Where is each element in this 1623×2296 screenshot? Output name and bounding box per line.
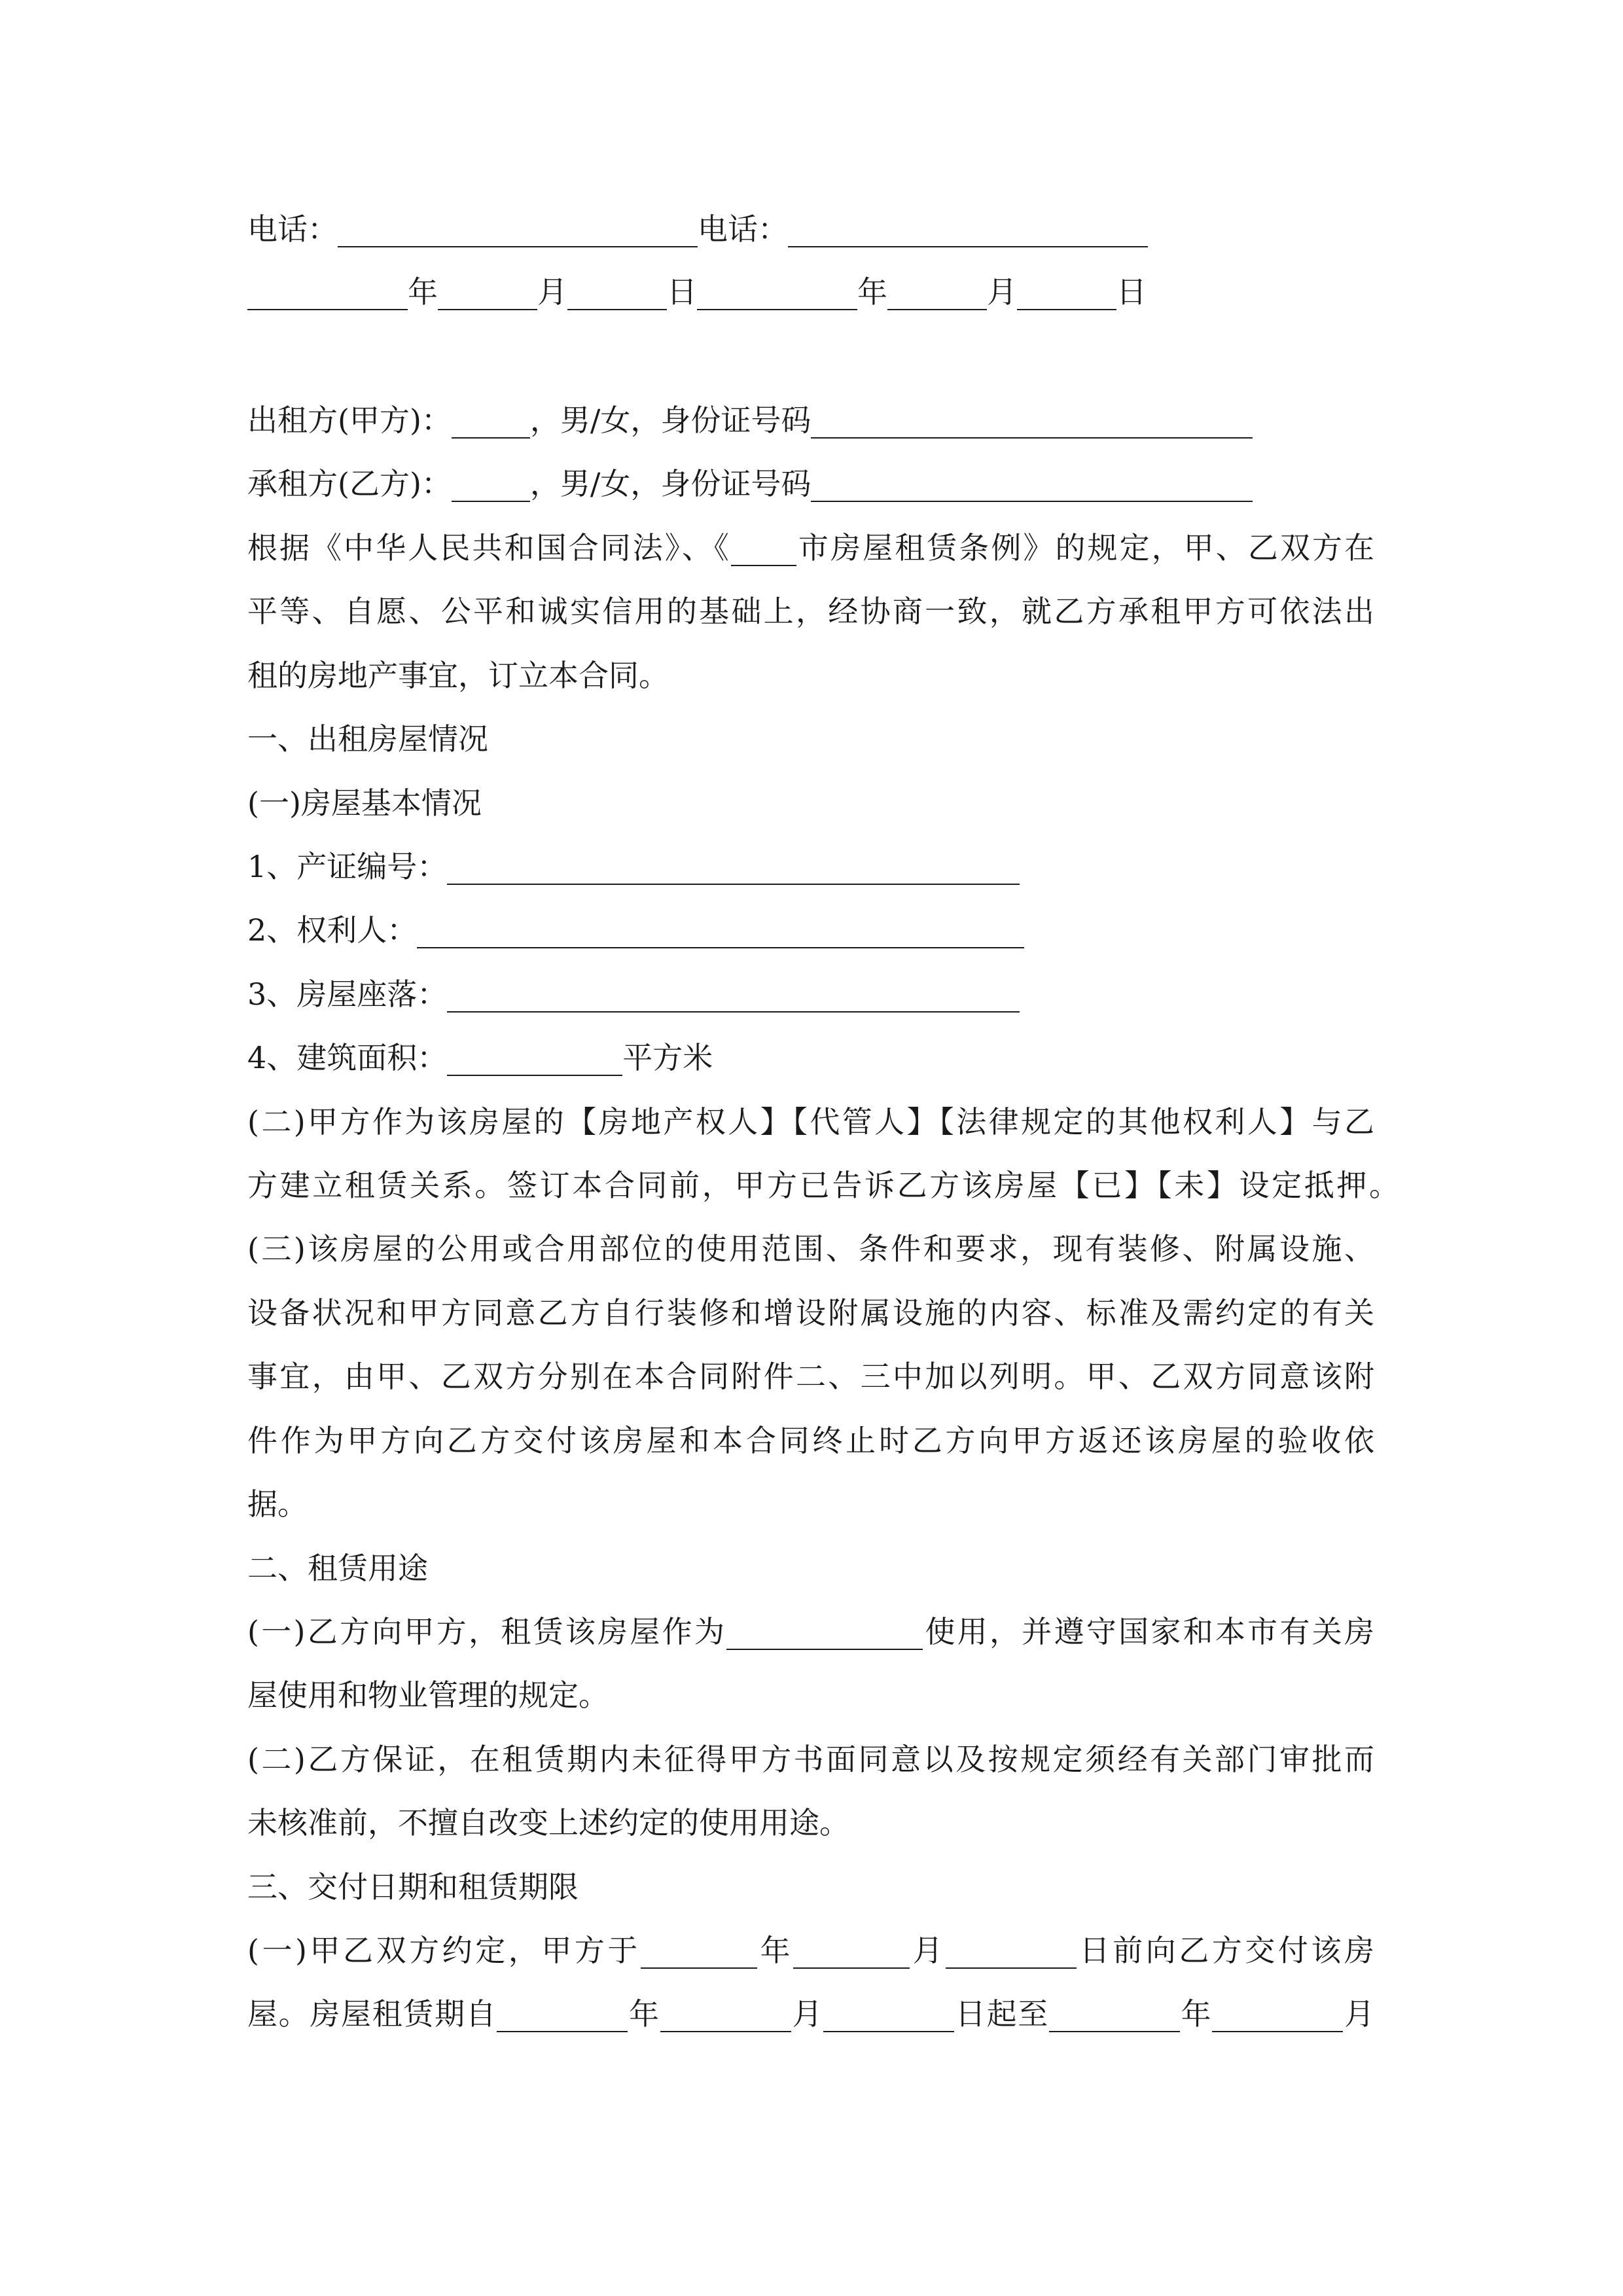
- month-label: 月: [537, 274, 567, 310]
- year-label-2: 年: [857, 274, 887, 310]
- section2-para2-line2: 未核准前，不擅自改变上述约定的使用用途。: [247, 1805, 849, 1840]
- location-blank[interactable]: [447, 981, 1020, 1013]
- section3-para1-text-a: (一)甲乙双方约定，甲方于: [247, 1933, 641, 1968]
- preamble-line-2: 平等、自愿、公平和诚实信用的基础上，经协商一致，就乙方承租甲方可依法出: [247, 594, 1374, 629]
- month-blank-lessee[interactable]: [887, 279, 987, 310]
- section2-para1-line2: 屋使用和物业管理的规定。: [247, 1677, 609, 1713]
- item-area: [247, 1038, 713, 1077]
- day-blank-lessee[interactable]: [1017, 279, 1116, 310]
- section1-para3-line3: 事宜，由甲、乙双方分别在本合同附件二、三中加以列明。甲、乙双方同意该附: [247, 1359, 1374, 1394]
- section1-para3-line1: (三)该房屋的公用或合用部位的使用范围、条件和要求，现有装修、附属设施、: [247, 1231, 1374, 1266]
- phone-line: [247, 209, 1148, 249]
- section2-para1-text-b: 使用，并遵守国家和本市有关房: [923, 1614, 1374, 1649]
- day-label-2: 日: [1116, 274, 1147, 310]
- lessee-gender-id-label: ，男/女，身份证号码: [529, 466, 812, 501]
- item-owner-label: 2、权利人：: [247, 912, 418, 948]
- day-label: 日: [667, 274, 697, 310]
- phone-label-lessor: 电话：: [247, 211, 338, 247]
- delivery-month-label: 月: [910, 1933, 946, 1968]
- section1-title: 一、出租房屋情况: [247, 721, 488, 757]
- section2-para1-line1: [247, 1612, 1374, 1651]
- lessee-id-blank[interactable]: [811, 471, 1253, 502]
- lessor-name-blank[interactable]: [452, 407, 530, 439]
- delivery-month-blank[interactable]: [793, 1937, 910, 1969]
- lessor-gender-id-label: ，男/女，身份证号码: [529, 403, 812, 438]
- city-blank[interactable]: [731, 535, 796, 566]
- delivery-year-label: 年: [757, 1933, 794, 1968]
- lessor-id-blank[interactable]: [811, 407, 1253, 439]
- section1-para2-line1: (二)甲方作为该房屋的【房地产权人】【代管人】【法律规定的其他权利人】与乙: [247, 1104, 1374, 1139]
- start-day-blank[interactable]: [823, 2001, 954, 2032]
- section1-para2-line2: 方建立租赁关系。签订本合同前，甲方已告诉乙方该房屋【已】【未】设定抵押。: [247, 1168, 1399, 1203]
- section1-para3-line2: 设备状况和甲方同意乙方自行装修和增设附属设施的内容、标准及需约定的有关: [247, 1295, 1374, 1331]
- lessor-label: 出租方(甲方)：: [247, 403, 452, 438]
- section3-para1-line1: [247, 1931, 1374, 1970]
- item-location-label: 3、房屋座落：: [247, 977, 448, 1012]
- section1-para3-line4: 件作为甲方向乙方交付该房屋和本合同终止时乙方向甲方返还该房屋的验收依: [247, 1423, 1374, 1458]
- section3-line2-text-b: 日起至: [954, 1996, 1049, 2032]
- delivery-day-blank[interactable]: [946, 1937, 1077, 1969]
- section3-para1-text-b: 日前向乙方交付该房: [1077, 1933, 1375, 1968]
- item-location: [247, 975, 1020, 1014]
- item-cert-number-label: 1、产证编号：: [247, 849, 448, 884]
- phone-label-lessee: 电话：: [698, 211, 788, 247]
- end-year-label: 年: [1179, 1996, 1213, 2032]
- area-unit: 平方米: [622, 1040, 713, 1075]
- end-month-label: 月: [1343, 1996, 1375, 2032]
- start-year-label: 年: [628, 1996, 660, 2032]
- month-blank-lessor[interactable]: [438, 279, 537, 310]
- lessee-label: 承租方(乙方)：: [247, 466, 452, 501]
- owner-blank[interactable]: [417, 917, 1024, 948]
- item-area-label: 4、建筑面积：: [247, 1040, 448, 1075]
- section1-para3-line5: 据。: [247, 1486, 308, 1522]
- start-month-blank[interactable]: [660, 2001, 791, 2032]
- start-year-blank[interactable]: [497, 2001, 628, 2032]
- year-blank-lessee[interactable]: [697, 279, 857, 310]
- phone-blank-lessor[interactable]: [338, 216, 698, 247]
- item-cert-number: [247, 847, 1020, 886]
- day-blank-lessor[interactable]: [567, 279, 667, 310]
- lessee-name-blank[interactable]: [452, 471, 530, 502]
- end-month-blank[interactable]: [1212, 2001, 1343, 2032]
- section3-line2-text-a: 屋。房屋租赁期自: [247, 1996, 497, 2032]
- year-blank-lessor[interactable]: [247, 279, 408, 310]
- section2-title: 二、租赁用途: [247, 1551, 428, 1586]
- section1-sub1: (一)房屋基本情况: [247, 785, 482, 821]
- preamble-line-3: 租的房地产事宜，订立本合同。: [247, 658, 669, 693]
- item-owner: [247, 910, 1024, 950]
- start-month-label: 月: [791, 1996, 824, 2032]
- cert-number-blank[interactable]: [447, 853, 1020, 885]
- preamble-text-b: 市房屋租赁条例》的规定，甲、乙双方在: [796, 530, 1375, 565]
- year-label: 年: [408, 274, 438, 310]
- section2-para2-line1: (二)乙方保证，在租赁期内未征得甲方书面同意以及按规定须经有关部门审批而: [247, 1742, 1374, 1777]
- preamble-line-1: [247, 528, 1374, 567]
- area-blank[interactable]: [447, 1045, 622, 1076]
- delivery-year-blank[interactable]: [641, 1937, 757, 1969]
- usage-blank[interactable]: [726, 1619, 923, 1650]
- section2-para1-text-a: (一)乙方向甲方，租赁该房屋作为: [247, 1614, 727, 1649]
- month-label-2: 月: [987, 274, 1017, 310]
- section3-title: 三、交付日期和租赁期限: [247, 1869, 579, 1905]
- end-year-blank[interactable]: [1049, 2001, 1180, 2032]
- lessor-line: [247, 401, 1253, 440]
- section3-para1-line2: [247, 1994, 1374, 2034]
- preamble-text-a: 根据《中华人民共和国合同法》、《: [247, 530, 731, 565]
- lessee-line: [247, 464, 1253, 503]
- phone-blank-lessee[interactable]: [788, 216, 1148, 247]
- date-line: [247, 272, 1147, 312]
